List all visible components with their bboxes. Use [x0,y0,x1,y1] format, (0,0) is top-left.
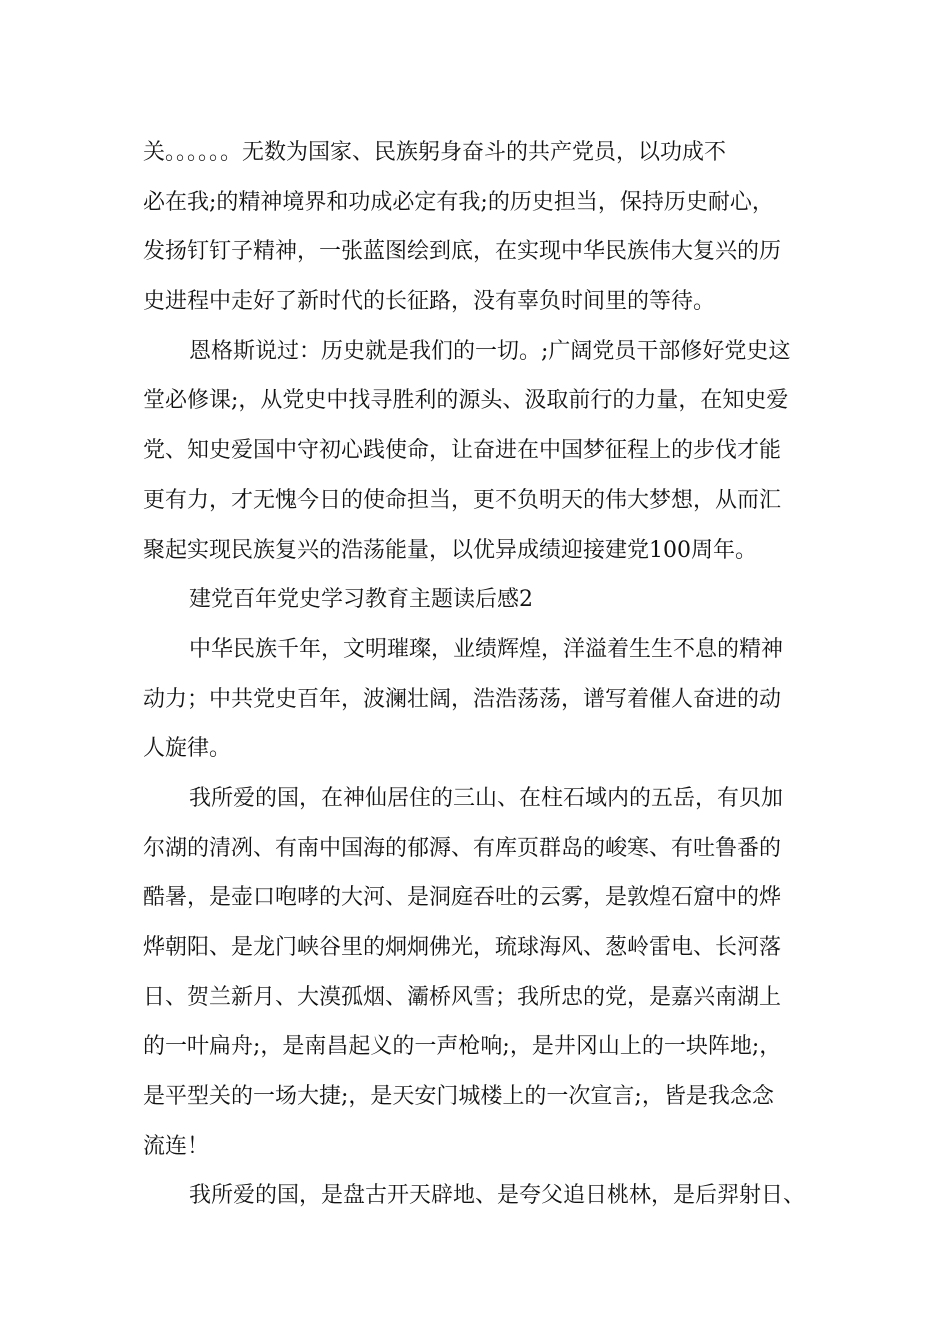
text-line: 烨朝阳、是龙门峡谷里的炯炯佛光，琉球海风、葱岭雷电、长河落 [143,935,782,960]
text-line: 关。。。。。。无数为国家、民族躬身奋斗的共产党员，以功成不 [143,140,727,165]
section-heading: 建党百年党史学习教育主题读后感2 [189,587,533,613]
text-line: 党、知史爱国中守初心践使命，让奋进在中国梦征程上的步伐才能 [143,438,782,464]
text-line: 人旋律。 [143,736,232,762]
paragraph-first-line: 中华民族千年，文明璀璨，业绩辉煌，洋溢着生生不息的精神 [189,636,784,662]
paragraph-first-line: 我所爱的国，在神仙居住的三山、在柱石域内的五岳，有贝加 [189,785,784,811]
document-body [143,128,833,1221]
text-line: 聚起实现民族复兴的浩荡能量，以优异成绩迎接建党100周年。 [143,537,757,563]
text-line: 是平型关的一场大捷;，是天安门城楼上的一次宣言;，皆是我念念 [143,1084,774,1110]
text-line: 史进程中走好了新时代的长征路，没有辜负时间里的等待。 [143,289,716,315]
text-line: 发扬钉钉子精神，一张蓝图绘到底，在实现中华民族伟大复兴的历 [143,239,782,265]
paragraph-first-line: 我所爱的国，是盘古开天辟地、是夸父追日桃林，是后羿射日、 [189,1183,806,1209]
text-line: 的一叶扁舟;，是南昌起义的一声枪响;，是井冈山上的一块阵地;， [143,1034,782,1060]
text-line: 更有力，才无愧今日的使命担当，更不负明天的伟大梦想，从而汇 [143,487,782,513]
paragraph-first-line: 恩格斯说过：历史就是我们的一切。;广阔党员干部修好党史这 [189,338,791,364]
text-line: 流连！ [143,1133,210,1159]
text-line: 堂必修课;，从党史中找寻胜利的源头、汲取前行的力量，在知史爱 [143,388,789,414]
text-line: 必在我;的精神境界和功成必定有我;的历史担当，保持历史耐心， [143,189,774,215]
text-line: 动力；中共党史百年，波澜壮阔，浩浩荡荡，谱写着催人奋进的动 [143,686,782,712]
text-line: 日、贺兰新月、大漠孤烟、灞桥风雪；我所忠的党，是嘉兴南湖上 [143,984,782,1010]
text-line: 尔湖的清冽、有南中国海的郁溽、有库页群岛的峻寒、有吐鲁番的 [143,835,782,861]
text-line: 酷暑，是壶口咆哮的大河、是洞庭吞吐的云雾，是敦煌石窟中的烨 [143,885,782,911]
